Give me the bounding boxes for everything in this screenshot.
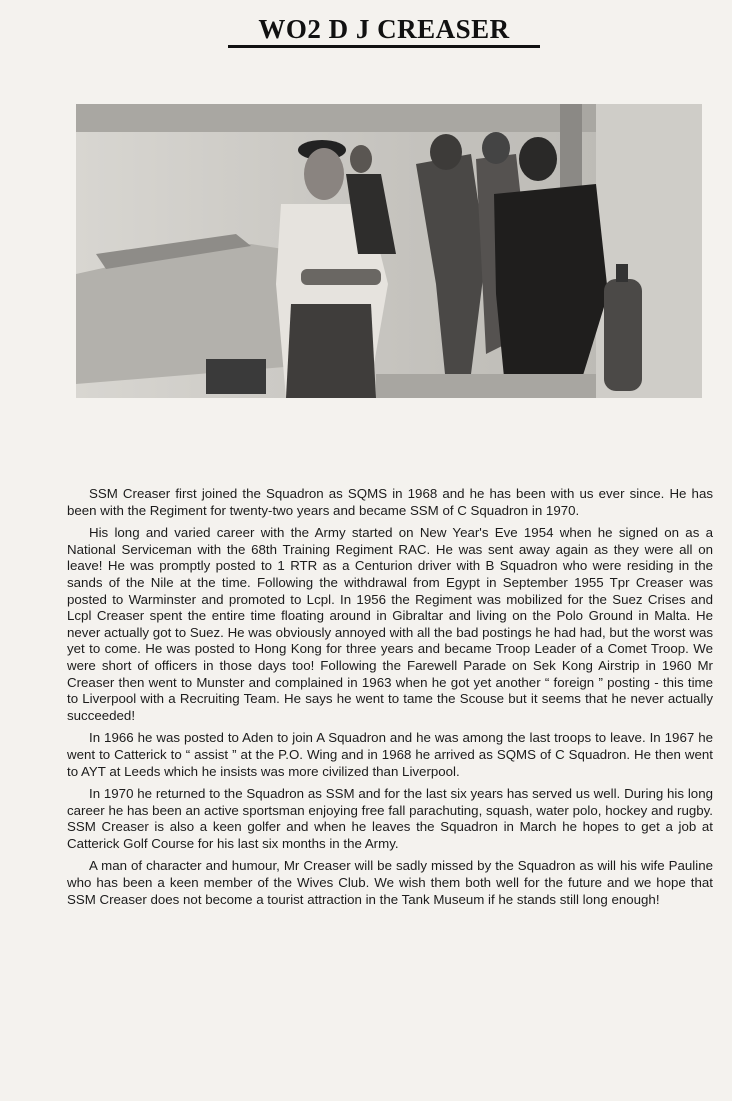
page-title: WO2 D J CREASER	[258, 14, 510, 44]
title-underline	[228, 45, 540, 48]
photograph-of-soldiers	[76, 104, 702, 398]
article-paragraph: SSM Creaser first joined the Squadron as SQMS in 1968 and he has been with us ever since. He has been with the Regiment for twenty-two years and became SSM of C Squadron in 1970.	[67, 486, 713, 518]
article-paragraph: In 1970 he returned to the Squadron as SSM and for the last six years has served us well. During his long career he has been an active sportsman enjoying free fall parachuting, squash, water polo, hockey and rugby. SSM Creaser is also a keen golfer and when he leaves the Squadron in March he hopes to get a job at Catterick Golf Course for his last six months in the Army.	[67, 786, 713, 851]
article-body	[67, 486, 713, 914]
article-paragraph: A man of character and humour, Mr Creaser will be sadly missed by the Squadron as will his wife Pauline who has been a keen member of the Wives Club. We wish them both well for the future and we hope that SSM Creaser does not become a tourist attraction in the Tank Museum if he stands still long enough!	[67, 858, 713, 907]
article-paragraph: His long and varied career with the Army started on New Year's Eve 1954 when he signed on as a National Serviceman with the 68th Training Regiment RAC. He was sent away again as they were all on leave! He was promptly posted to 1 RTR as a Centurion driver with B Squadron who were residing in the sands of the Nile at the time. Following the withdrawal from Egypt in September 1955 Tpr Creaser was posted to Warminster and promoted to Lcpl. In 1956 the Regiment was mobilized for the Suez Crises and Lcpl Creaser spent the entire time floating around in Gibraltar and living on the Polo Ground in Malta. He never actually got to Suez. He was obviously annoyed with all the bad postings he had had, but the worst was yet to come. He was posted to Hong Kong for three years and became Troop Leader of a Comet Troop. We were short of officers in those days too! Following the Farewell Parade on Sek Kong Airstrip in 1960 Mr Creaser then went to Munster and complained in 1963 when he got yet another “ foreign ” posting - this time to Liverpool with a Recruiting Team. He says he went to tame the Scouse but it seems that he never actually succeeded!	[67, 525, 713, 723]
article-paragraph: In 1966 he was posted to Aden to join A Squadron and he was among the last troops to leave. In 1967 he went to Catterick to “ assist ” at the P.O. Wing and in 1968 he arrived as SQMS of C Squadron. He then went to AYT at Leeds which he insists was more civilized than Liverpool.	[67, 730, 713, 779]
